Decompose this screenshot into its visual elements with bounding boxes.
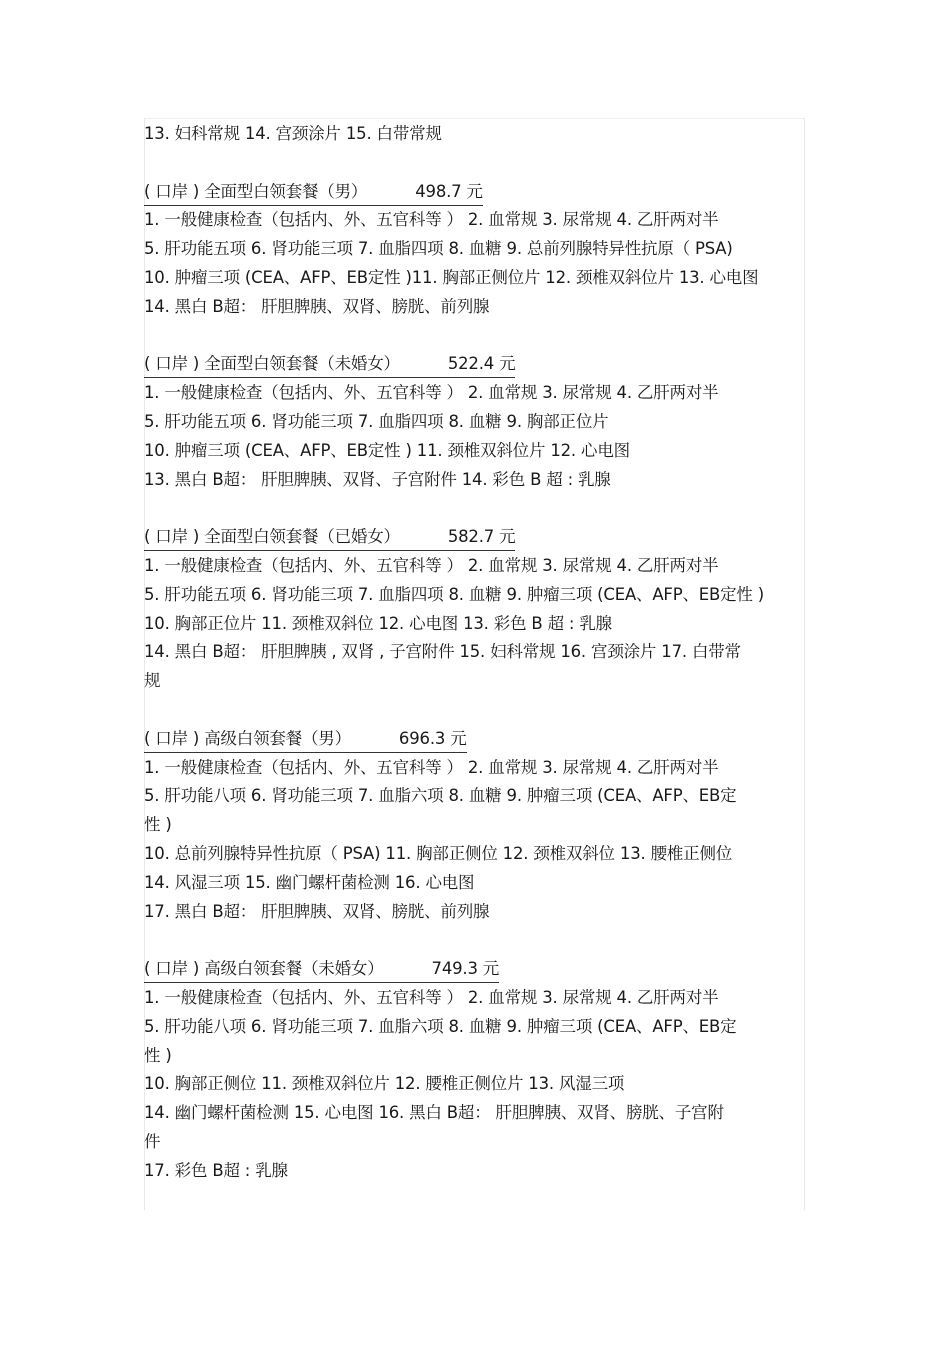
package-section: [144, 178, 806, 351]
package-item-line: 5. 肝功能八项 6. 肾功能三项 7. 血脂六项 8. 血糖 9. 肿瘤三项 (CEA、AFP、EB定: [144, 1016, 737, 1036]
spacer: [144, 926, 806, 955]
package-item-line: 件: [144, 1131, 161, 1151]
package-item-line: 1. 一般健康检查（包括内、外、五官科等 ） 2. 血常规 3. 尿常规 4. 乙肝两对半: [144, 987, 719, 1007]
package-heading: [144, 351, 515, 378]
package-heading: [144, 179, 483, 206]
package-title-line: [144, 725, 806, 754]
package-item-line: 10. 肿瘤三项 (CEA、AFP、EB定性 ) 11. 颈椎双斜位片 12. 心电图: [144, 440, 630, 460]
spacer: [144, 696, 806, 725]
package-title: ( 口岸 ) 全面型白领套餐（未婚女）: [144, 354, 400, 374]
package-item-line: 1. 一般健康检查（包括内、外、五官科等 ） 2. 血常规 3. 尿常规 4. 乙肝两对半: [144, 210, 719, 230]
package-title-line: [144, 955, 806, 984]
package-section: [144, 725, 806, 955]
package-item-line: 1. 一般健康检查（包括内、外、五官科等 ） 2. 血常规 3. 尿常规 4. 乙肝两对半: [144, 555, 719, 575]
package-section: [144, 523, 806, 725]
package-title-line: [144, 178, 806, 207]
package-title: ( 口岸 ) 高级白领套餐（男）: [144, 728, 351, 748]
package-item-line: 5. 肝功能八项 6. 肾功能三项 7. 血脂六项 8. 血糖 9. 肿瘤三项 (CEA、AFP、EB定: [144, 786, 737, 806]
package-item-line: 性 ): [144, 1045, 172, 1065]
package-price: 498.7 元: [415, 181, 483, 201]
package-title-line: [144, 523, 806, 552]
package-heading: [144, 524, 515, 551]
package-item-line: 5. 肝功能五项 6. 肾功能三项 7. 血脂四项 8. 血糖 9. 总前列腺特异性抗原（ PSA): [144, 239, 733, 259]
package-item-line: 14. 黑白 B超： 肝胆脾胰 , 双肾 , 子宫附件 15. 妇科常规 16. 宫颈涂片 17. 白带常: [144, 642, 741, 662]
package-item-line: 规: [144, 671, 161, 691]
package-title: ( 口岸 ) 全面型白领套餐（男）: [144, 181, 368, 201]
package-item-line: 14. 风湿三项 15. 幽门螺杆菌检测 16. 心电图: [144, 872, 475, 892]
package-item-line: 1. 一般健康检查（包括内、外、五官科等 ） 2. 血常规 3. 尿常规 4. 乙肝两对半: [144, 757, 719, 777]
package-item-line: 10. 肿瘤三项 (CEA、AFP、EB定性 )11. 胸部正侧位片 12. 颈椎双斜位片 13. 心电图: [144, 267, 759, 287]
spacer: [144, 149, 806, 178]
document-body: [144, 120, 806, 1185]
package-item-line: 17. 黑白 B超： 肝胆脾胰、双肾、膀胱、前列腺: [144, 901, 490, 921]
package-title-line: [144, 350, 806, 379]
spacer: [144, 494, 806, 523]
package-item-line: 10. 胸部正侧位 11. 颈椎双斜位片 12. 腰椎正侧位片 13. 风湿三项: [144, 1074, 625, 1094]
package-section: [144, 350, 806, 523]
package-price: 582.7 元: [447, 527, 516, 547]
intro-line: 13. 妇科常规 14. 宫颈涂片 15. 白带常规: [144, 124, 442, 143]
package-title: ( 口岸 ) 高级白领套餐（未婚女）: [144, 959, 384, 979]
package-item-line: 14. 幽门螺杆菌检测 15. 心电图 16. 黑白 B超： 肝胆脾胰、双肾、膀胱、子宫附: [144, 1103, 724, 1123]
package-title: ( 口岸 ) 全面型白领套餐（已婚女）: [144, 527, 400, 547]
package-section: [144, 955, 806, 1185]
package-item-line: 5. 肝功能五项 6. 肾功能三项 7. 血脂四项 8. 血糖 9. 肿瘤三项 (CEA、AFP、EB定性 ): [144, 584, 764, 604]
package-item-line: 10. 胸部正位片 11. 颈椎双斜位 12. 心电图 13. 彩色 B 超 : 乳腺: [144, 613, 612, 633]
package-list: [144, 178, 806, 1186]
package-item-line: 性 ): [144, 815, 172, 835]
package-price: 522.4 元: [447, 354, 516, 374]
spacer: [144, 322, 806, 351]
package-item-line: 14. 黑白 B超： 肝胆脾胰、双肾、膀胱、前列腺: [144, 296, 490, 316]
package-item-line: 5. 肝功能五项 6. 肾功能三项 7. 血脂四项 8. 血糖 9. 胸部正位片: [144, 411, 609, 431]
package-item-line: 17. 彩色 B超 : 乳腺: [144, 1160, 288, 1180]
package-heading: [144, 726, 467, 753]
package-heading: [144, 956, 499, 983]
package-item-line: 1. 一般健康检查（包括内、外、五官科等 ） 2. 血常规 3. 尿常规 4. 乙肝两对半: [144, 383, 719, 403]
package-item-line: 10. 总前列腺特异性抗原（ PSA) 11. 胸部正侧位 12. 颈椎双斜位 13. 腰椎正侧位: [144, 843, 733, 863]
package-price: 749.3 元: [431, 959, 500, 979]
package-price: 696.3 元: [398, 728, 467, 748]
package-item-line: 13. 黑白 B超： 肝胆脾胰、双肾、子宫附件 14. 彩色 B 超 : 乳腺: [144, 469, 611, 489]
